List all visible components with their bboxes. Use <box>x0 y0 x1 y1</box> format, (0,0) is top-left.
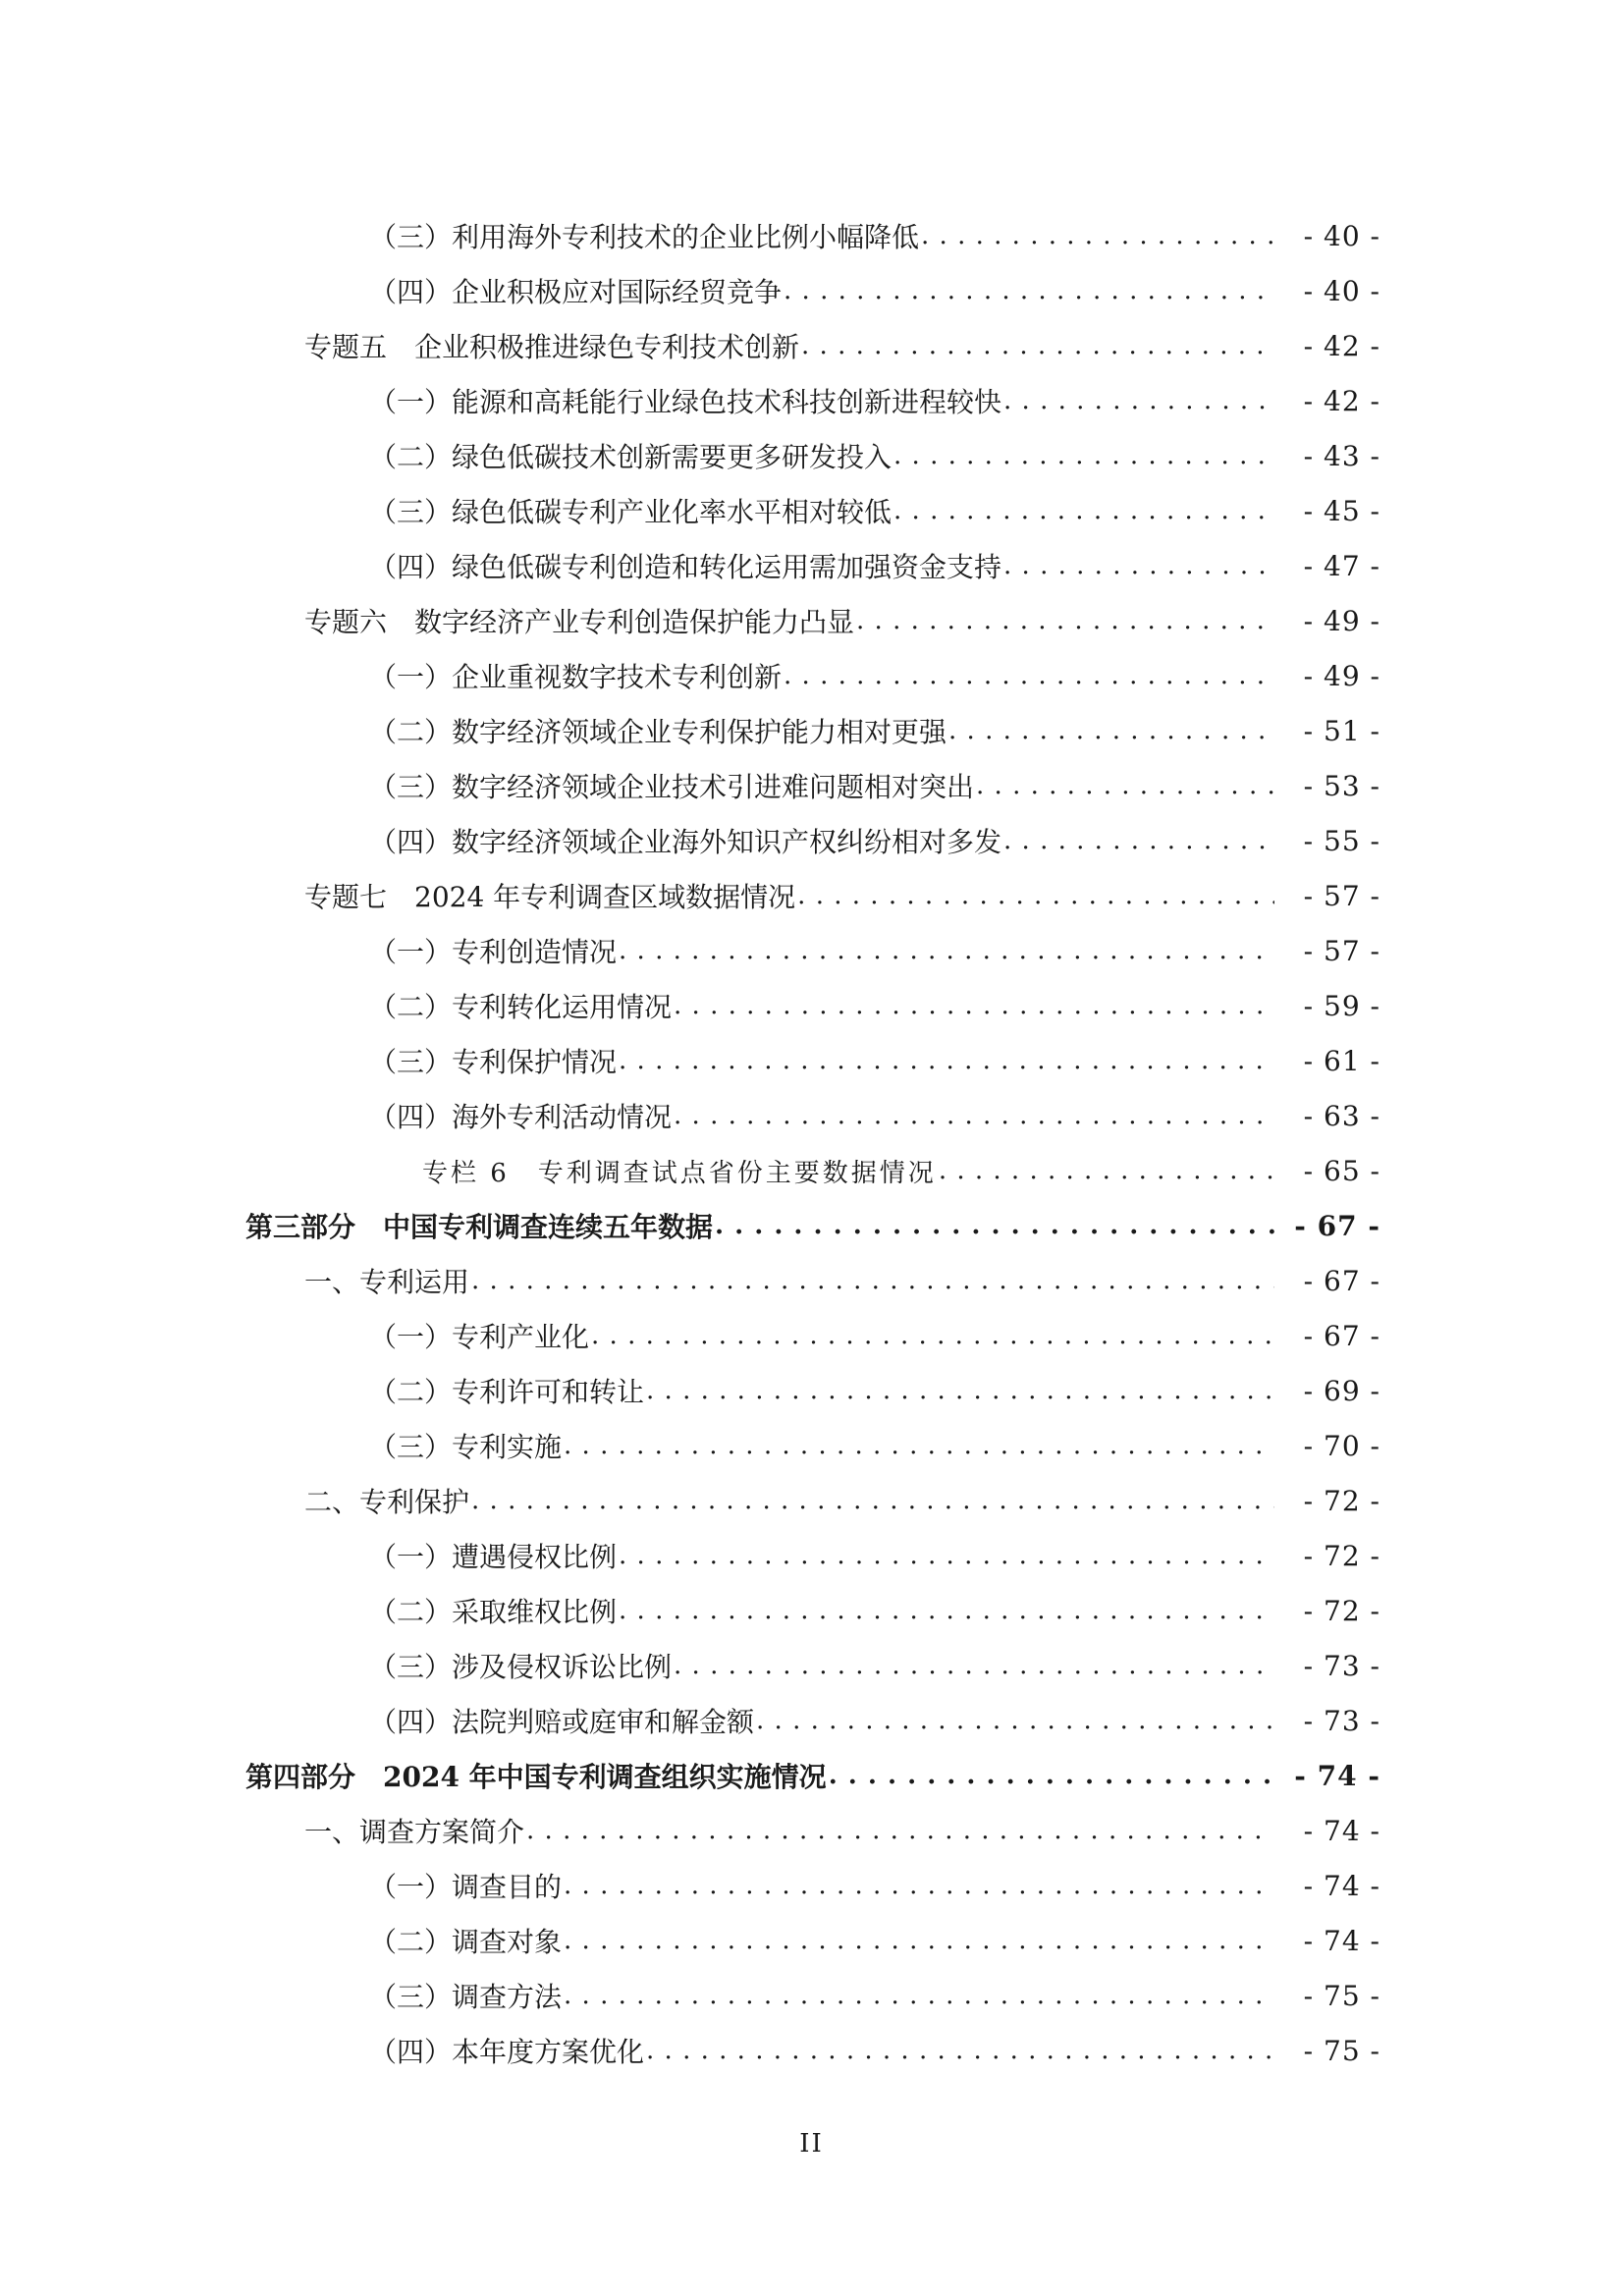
toc-entry-page: - 49 - <box>1303 659 1380 692</box>
toc-entry-page: - 57 - <box>1303 879 1380 912</box>
toc-entry-page: - 61 - <box>1303 1044 1380 1077</box>
dot-leader <box>591 1319 1274 1352</box>
toc-entry-page: - 55 - <box>1303 824 1380 857</box>
toc-entry-title: （一）能源和高耗能行业绿色技术科技创新进程较快 <box>369 386 1002 418</box>
toc-entry[interactable] <box>0 1418 1623 1473</box>
toc-entry[interactable] <box>0 1088 1623 1143</box>
dot-leader <box>564 1869 1274 1902</box>
dot-leader <box>801 329 1274 362</box>
toc-entry[interactable] <box>0 1748 1623 1803</box>
dot-leader <box>619 1594 1274 1627</box>
toc-entry-page: - 63 - <box>1303 1099 1380 1132</box>
toc-entry[interactable] <box>0 978 1623 1033</box>
toc-entry-page: - 72 - <box>1303 1594 1380 1627</box>
dot-leader <box>619 934 1274 967</box>
toc-entry[interactable] <box>0 923 1623 978</box>
toc-entry-page: - 47 - <box>1303 549 1380 582</box>
dot-leader <box>1003 549 1274 582</box>
dot-leader <box>856 604 1274 637</box>
toc-entry-title: （二）数字经济领域企业专利保护能力相对更强 <box>369 716 947 748</box>
toc-entry-title: （三）绿色低碳专利产业化率水平相对较低 <box>369 496 893 528</box>
toc-entry-page: - 73 - <box>1303 1649 1380 1682</box>
toc-entry-title: （三）专利实施 <box>369 1431 563 1463</box>
toc-entry-page: - 74 - <box>1303 1869 1380 1902</box>
toc-entry-title: 一、调查方案简介 <box>304 1816 525 1848</box>
toc-entry-title: 一、专利运用 <box>304 1266 470 1298</box>
toc-entry[interactable] <box>0 648 1623 703</box>
dot-leader <box>564 1979 1274 2012</box>
toc-entry-title: （三）调查方法 <box>369 1981 563 2013</box>
dot-leader <box>921 219 1274 252</box>
dot-leader <box>564 1924 1274 1957</box>
toc-entry-title: 专题六 数字经济产业专利创造保护能力凸显 <box>304 606 855 638</box>
toc-entry[interactable] <box>0 1363 1623 1418</box>
toc-entry-title: （二）专利许可和转让 <box>369 1376 645 1408</box>
toc-entry[interactable] <box>0 263 1623 318</box>
toc-entry-title: （二）专利转化运用情况 <box>369 991 673 1023</box>
dot-leader <box>526 1814 1274 1847</box>
toc-entry[interactable] <box>0 208 1623 263</box>
toc-entry-title: （四）数字经济领域企业海外知识产权纠纷相对多发 <box>369 826 1002 858</box>
dot-leader <box>939 1154 1274 1187</box>
toc-entry-page: - 65 - <box>1303 1154 1380 1187</box>
toc-entry-page: - 70 - <box>1303 1429 1380 1462</box>
toc-entry[interactable] <box>0 1583 1623 1638</box>
toc-entry-title: （二）绿色低碳技术创新需要更多研发投入 <box>369 441 893 473</box>
toc-entry-page: - 69 - <box>1303 1374 1380 1407</box>
toc-entry-title: （四）法院判赔或庭审和解金额 <box>369 1706 755 1738</box>
toc-entry-page: - 51 - <box>1303 714 1380 747</box>
toc-entry-title: （一）企业重视数字技术专利创新 <box>369 661 783 693</box>
toc-entry-page: - 75 - <box>1303 2034 1380 2067</box>
toc-entry-title: （三）数字经济领域企业技术引进难问题相对突出 <box>369 771 975 803</box>
table-of-contents <box>0 208 1623 2078</box>
toc-entry-title: 专栏 6 专利调查试点省份主要数据情况 <box>422 1158 937 1188</box>
toc-entry[interactable] <box>0 1198 1623 1253</box>
toc-entry[interactable] <box>0 758 1623 813</box>
toc-entry-title: （三）涉及侵权诉讼比例 <box>369 1651 673 1683</box>
dot-leader <box>564 1429 1274 1462</box>
toc-entry-page: - 42 - <box>1303 329 1380 362</box>
toc-entry-title: （三）专利保护情况 <box>369 1046 618 1078</box>
toc-entry[interactable] <box>0 868 1623 923</box>
toc-entry-page: - 57 - <box>1303 934 1380 967</box>
toc-entry[interactable] <box>0 593 1623 648</box>
page-number: II <box>799 2129 824 2159</box>
dot-leader <box>471 1484 1274 1517</box>
dot-leader <box>893 494 1274 527</box>
dot-leader <box>756 1704 1274 1737</box>
toc-entry[interactable] <box>0 1473 1623 1528</box>
toc-entry-title: （四）本年度方案优化 <box>369 2036 645 2068</box>
toc-entry[interactable] <box>0 1638 1623 1693</box>
toc-entry-title: （二）采取维权比例 <box>369 1596 618 1628</box>
toc-entry-title: （二）调查对象 <box>369 1926 563 1958</box>
toc-entry-title: （一）遭遇侵权比例 <box>369 1541 618 1573</box>
toc-entry-title: 专题五 企业积极推进绿色专利技术创新 <box>304 331 800 363</box>
dot-leader <box>948 714 1274 747</box>
toc-entry-page: - 43 - <box>1303 439 1380 472</box>
dot-leader <box>674 989 1274 1022</box>
toc-entry[interactable] <box>0 538 1623 593</box>
toc-entry[interactable] <box>0 1143 1623 1198</box>
toc-entry[interactable] <box>0 483 1623 538</box>
toc-entry[interactable] <box>0 1033 1623 1088</box>
toc-entry-page: - 67 - <box>1294 1209 1380 1242</box>
dot-leader <box>619 1539 1274 1572</box>
toc-entry[interactable] <box>0 1308 1623 1363</box>
toc-entry-page: - 74 - <box>1294 1759 1380 1792</box>
toc-entry-title: （一）专利产业化 <box>369 1321 590 1353</box>
toc-entry-page: - 74 - <box>1303 1924 1380 1957</box>
dot-leader <box>829 1759 1274 1792</box>
toc-entry-page: - 53 - <box>1303 769 1380 802</box>
toc-entry[interactable] <box>0 1968 1623 2023</box>
dot-leader <box>471 1264 1274 1297</box>
toc-entry-page: - 73 - <box>1303 1704 1380 1737</box>
toc-entry-title: （四）企业积极应对国际经贸竞争 <box>369 276 783 308</box>
dot-leader <box>646 1374 1274 1407</box>
toc-entry[interactable] <box>0 1913 1623 1968</box>
toc-entry[interactable] <box>0 2023 1623 2078</box>
toc-entry-page: - 74 - <box>1303 1814 1380 1847</box>
dot-leader <box>674 1099 1274 1132</box>
toc-entry-title: 二、专利保护 <box>304 1486 470 1518</box>
dot-leader <box>674 1649 1274 1682</box>
toc-entry-page: - 67 - <box>1303 1319 1380 1352</box>
toc-entry-page: - 67 - <box>1303 1264 1380 1297</box>
toc-entry-page: - 72 - <box>1303 1539 1380 1572</box>
dot-leader <box>1003 824 1274 857</box>
toc-entry[interactable] <box>0 1253 1623 1308</box>
dot-leader <box>715 1209 1274 1242</box>
toc-entry-page: - 45 - <box>1303 494 1380 527</box>
toc-entry[interactable] <box>0 1693 1623 1748</box>
toc-entry-page: - 72 - <box>1303 1484 1380 1517</box>
toc-entry-title: （一）专利创造情况 <box>369 936 618 968</box>
toc-entry-page: - 40 - <box>1303 219 1380 252</box>
toc-entry[interactable] <box>0 1858 1623 1913</box>
toc-entry-page: - 59 - <box>1303 989 1380 1022</box>
toc-entry-title: 专题七 2024 年专利调查区域数据情况 <box>304 881 796 913</box>
toc-entry[interactable] <box>0 373 1623 428</box>
toc-entry-title: （一）调查目的 <box>369 1871 563 1903</box>
toc-entry[interactable] <box>0 318 1623 373</box>
dot-leader <box>976 769 1274 802</box>
toc-entry-title: 第三部分 中国专利调查连续五年数据 <box>245 1211 714 1243</box>
dot-leader <box>619 1044 1274 1077</box>
dot-leader <box>1003 384 1274 417</box>
toc-entry[interactable] <box>0 1528 1623 1583</box>
dot-leader <box>893 439 1274 472</box>
toc-entry-page: - 40 - <box>1303 274 1380 307</box>
toc-entry-title: 第四部分 2024 年中国专利调查组织实施情况 <box>245 1761 827 1793</box>
toc-entry[interactable] <box>0 813 1623 868</box>
toc-entry[interactable] <box>0 428 1623 483</box>
toc-entry-page: - 49 - <box>1303 604 1380 637</box>
dot-leader <box>646 2034 1274 2067</box>
dot-leader <box>784 659 1274 692</box>
toc-entry-page: - 75 - <box>1303 1979 1380 2012</box>
toc-entry[interactable] <box>0 1803 1623 1858</box>
dot-leader <box>797 879 1274 912</box>
dot-leader <box>784 274 1274 307</box>
toc-entry-title: （三）利用海外专利技术的企业比例小幅降低 <box>369 221 920 253</box>
toc-entry-title: （四）海外专利活动情况 <box>369 1101 673 1133</box>
toc-entry[interactable] <box>0 703 1623 758</box>
toc-entry-title: （四）绿色低碳专利创造和转化运用需加强资金支持 <box>369 551 1002 583</box>
toc-entry-page: - 42 - <box>1303 384 1380 417</box>
